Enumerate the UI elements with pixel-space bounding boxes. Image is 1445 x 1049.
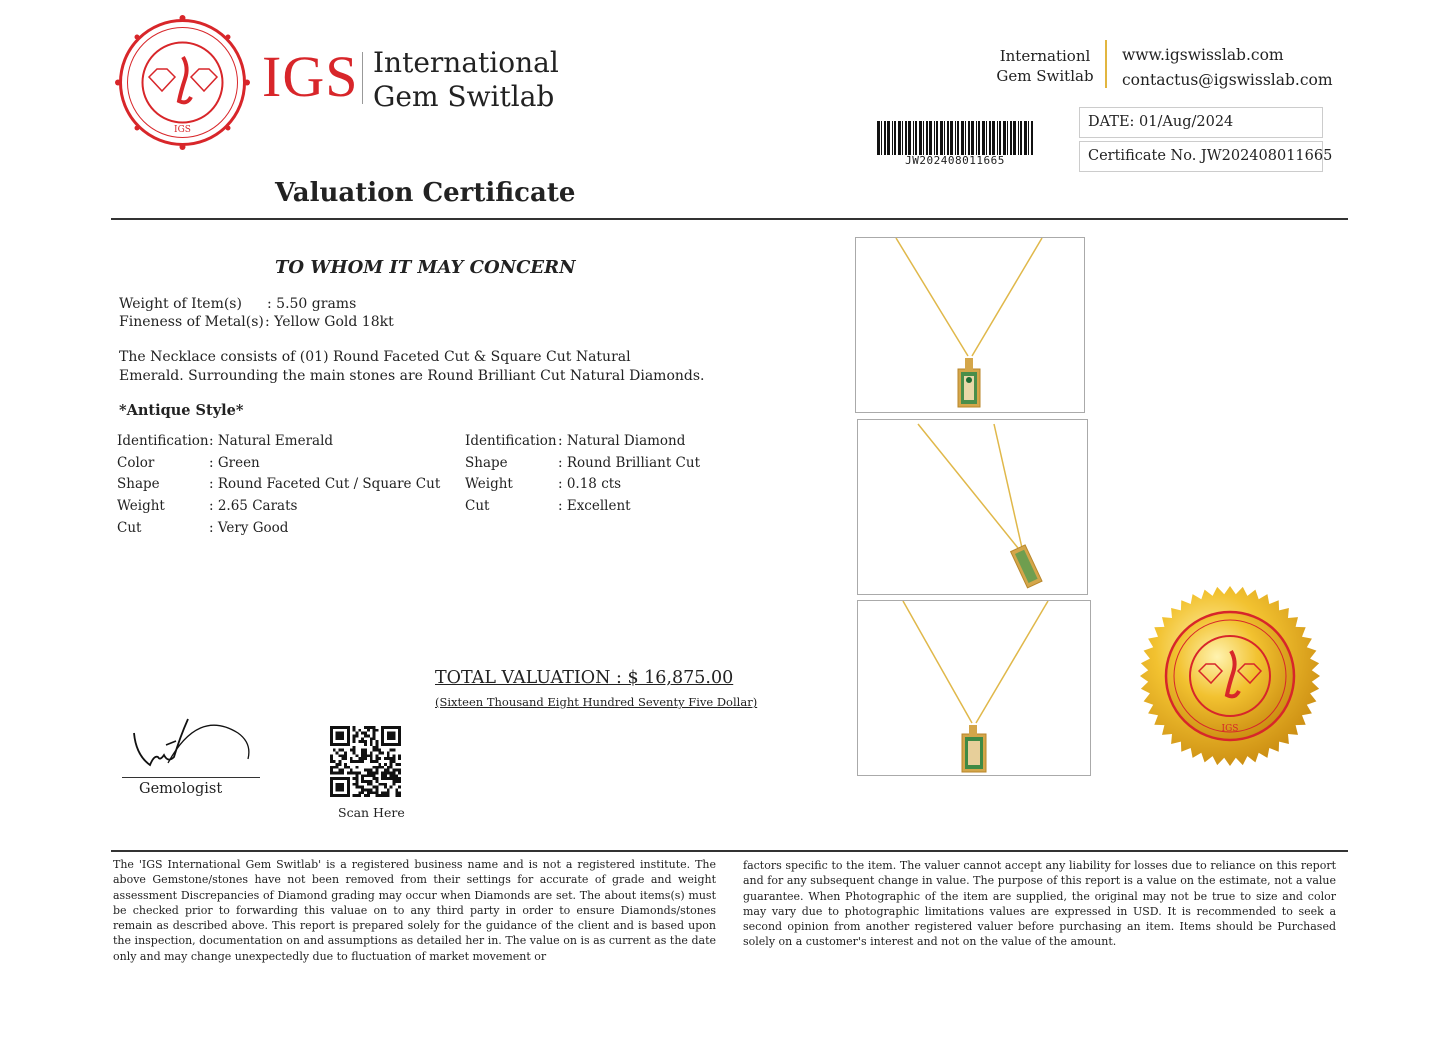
- header-divider: [1105, 40, 1107, 88]
- stone2-label: Cut: [465, 498, 490, 515]
- brand-divider: [362, 52, 363, 104]
- brand-abbreviation: IGS: [262, 44, 359, 109]
- fineness-value: : Yellow Gold 18kt: [265, 314, 394, 330]
- header-company-name: [995, 46, 1095, 86]
- igs-seal-logo: [115, 15, 250, 150]
- stone2-value: : 0.18 cts: [558, 476, 622, 493]
- page-title: Valuation Certificate: [275, 178, 576, 208]
- barcode-text: JW202408011665: [905, 154, 1005, 167]
- stone1-label: Weight: [117, 498, 165, 515]
- stone2-values: [558, 431, 700, 518]
- stone1-label: Cut: [117, 519, 142, 536]
- stone1-value: : Natural Emerald: [209, 433, 334, 449]
- header-rule: [111, 218, 1348, 220]
- date-box: DATE: 01/Aug/2024: [1079, 107, 1323, 138]
- stone1-label: Color: [117, 454, 155, 471]
- qr-code[interactable]: [328, 726, 403, 797]
- barcode: [877, 121, 1033, 155]
- weight-value: : 5.50 grams: [267, 296, 357, 312]
- stone2-label: Shape: [465, 454, 508, 471]
- item-description: [119, 348, 719, 386]
- stone1-label: Shape: [117, 476, 160, 493]
- seal-bottom-text: IGS: [174, 125, 191, 135]
- necklace-back-image: [858, 601, 1090, 775]
- style-label: *Antique Style*: [119, 402, 244, 419]
- email-link[interactable]: contactus@igswisslab.com: [1122, 71, 1333, 89]
- brand-name-line2: Gem Switlab: [373, 80, 555, 113]
- stone1-value: : 2.65 Carats: [209, 498, 298, 515]
- header-contact: [1122, 43, 1333, 93]
- stone2-label: Identification: [465, 433, 557, 449]
- stone2-value: : Natural Diamond: [558, 433, 686, 449]
- description-line2: Emerald. Surrounding the main stones are Round Brilliant Cut Natural Diamonds.: [119, 368, 705, 384]
- product-photo-back: [857, 600, 1091, 776]
- fineness-label: Fineness of Metal(s): [119, 314, 264, 330]
- stone1-value: : Round Faceted Cut / Square Cut: [209, 476, 441, 493]
- valuation-in-words: (Sixteen Thousand Eight Hundred Seventy Five Dollar): [435, 695, 758, 709]
- stone1-label: Identification: [117, 433, 209, 449]
- product-photo-side: [857, 419, 1088, 595]
- gold-seal-bottom-text: IGS: [1221, 724, 1239, 734]
- product-photo-front: [855, 237, 1085, 413]
- certificate-number-box: Certificate No. JW202408011665: [1079, 141, 1323, 172]
- brand-name: [373, 46, 559, 114]
- qr-caption: Scan Here: [338, 805, 405, 820]
- gemologist-signature: [128, 715, 253, 773]
- stone2-value: : Round Brilliant Cut: [558, 454, 701, 471]
- signature-line: [122, 777, 260, 778]
- necklace-side-image: [858, 420, 1087, 594]
- stone1-value: : Green: [209, 454, 260, 471]
- total-valuation: TOTAL VALUATION : $ 16,875.00: [435, 668, 734, 688]
- header-name-line2: Gem Switlab: [996, 67, 1094, 85]
- gold-seal-stamp: [1139, 585, 1321, 767]
- footer-rule: [111, 850, 1348, 852]
- necklace-front-image: [856, 238, 1084, 412]
- footer-disclaimer-right: factors specific to the item. The valuer cannot accept any liability for losses due to reliance on this report and for any subsequent change in value. The purpose of this report is a value on the estimate, not a value guarantee. When Photographic of the item are supplied, the original may not be true to size and color may vary due to photographic limitations values are expressed in USD. It is recommended to seek a second opinion from another registered valuer before purchasing an item. Items should be Purchased solely on a customer's interest and not on the value of the amount.: [743, 859, 1336, 949]
- stone2-label: Weight: [465, 476, 513, 493]
- stone1-value: : Very Good: [209, 519, 289, 536]
- description-line1: The Necklace consists of (01) Round Faceted Cut & Square Cut Natural: [119, 349, 631, 365]
- signature-role: Gemologist: [139, 781, 223, 797]
- weight-label: Weight of Item(s): [119, 296, 242, 312]
- stone1-values: [209, 431, 440, 540]
- stone2-labels: [465, 431, 557, 518]
- salutation: TO WHOM IT MAY CONCERN: [275, 257, 576, 278]
- header-name-line1: Internationl: [999, 47, 1091, 65]
- stone2-value: : Excellent: [558, 498, 631, 515]
- brand-name-line1: International: [373, 46, 559, 79]
- website-link[interactable]: www.igswisslab.com: [1122, 46, 1284, 64]
- stone1-labels: [117, 431, 209, 540]
- footer-disclaimer-left: The 'IGS International Gem Switlab' is a registered business name and is not a registered institute. The above Gemstone/stones have not been removed from their settings for accurate of grade and weight assessment Discrepancies of Diamond grading may occur when Diamonds are set. The about items(s) must be checked prior to forwarding this valuae on to any third party in order to ensure Diamonds/stones remain as described above. This report is prepared solely for the guidance of the client and is based upon the inspection, documentation on and assumptions as detailed her in. The value on is as current as the date only and may change unexpectedly due to fluctuation of market movement or: [113, 858, 716, 963]
